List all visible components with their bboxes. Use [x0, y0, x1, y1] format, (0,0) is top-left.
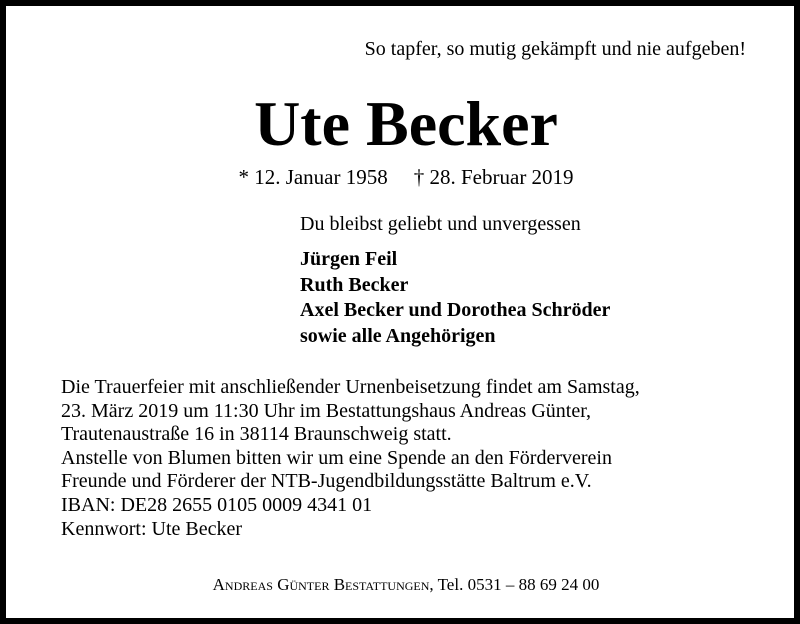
announcement-text [61, 376, 640, 541]
mourners-list [300, 247, 610, 349]
mourner-name: sowie alle Angehörigen [300, 324, 496, 347]
funeral-home-footer [6, 574, 800, 596]
announcement-line: Kennwort: Ute Becker [61, 517, 243, 540]
announcement-line: Freunde und Förderer der NTB-Jugendbildungsstätte Baltrum e.V. [61, 470, 592, 493]
mourner-name: Ruth Becker [300, 273, 409, 296]
announcement-line: IBAN: DE28 2655 0105 0009 4341 01 [61, 493, 373, 516]
announcement-line: Trautenaustraße 16 in 38114 Braunschweig statt. [61, 423, 452, 446]
funeral-home-name: Andreas Günter Bestattungen [212, 575, 430, 594]
mourner-name: Jürgen Feil [300, 248, 398, 270]
deceased-name: Ute Becker [254, 88, 558, 159]
remembrance-line: Du bleibst geliebt und unvergessen [300, 213, 581, 235]
mourner-name: Axel Becker und Dorothea Schröder [300, 299, 611, 321]
announcement-line: Die Trauerfeier mit anschließender Urnenbeisetzung findet am Samstag, [61, 376, 640, 398]
birth-date: * 12. Januar 1958 [238, 165, 388, 189]
life-dates [6, 164, 800, 190]
death-date: † 28. Februar 2019 [413, 165, 574, 189]
funeral-home-phone: , Tel. 0531 – 88 69 24 00 [429, 575, 600, 594]
announcement-line: Anstelle von Blumen bitten wir um eine Spende an den Förderverein [61, 446, 612, 469]
motto-line: So tapfer, so mutig gekämpft und nie aufgeben! [364, 38, 746, 60]
announcement-line: 23. März 2019 um 11:30 Uhr im Bestattungshaus Andreas Günter, [61, 399, 592, 422]
